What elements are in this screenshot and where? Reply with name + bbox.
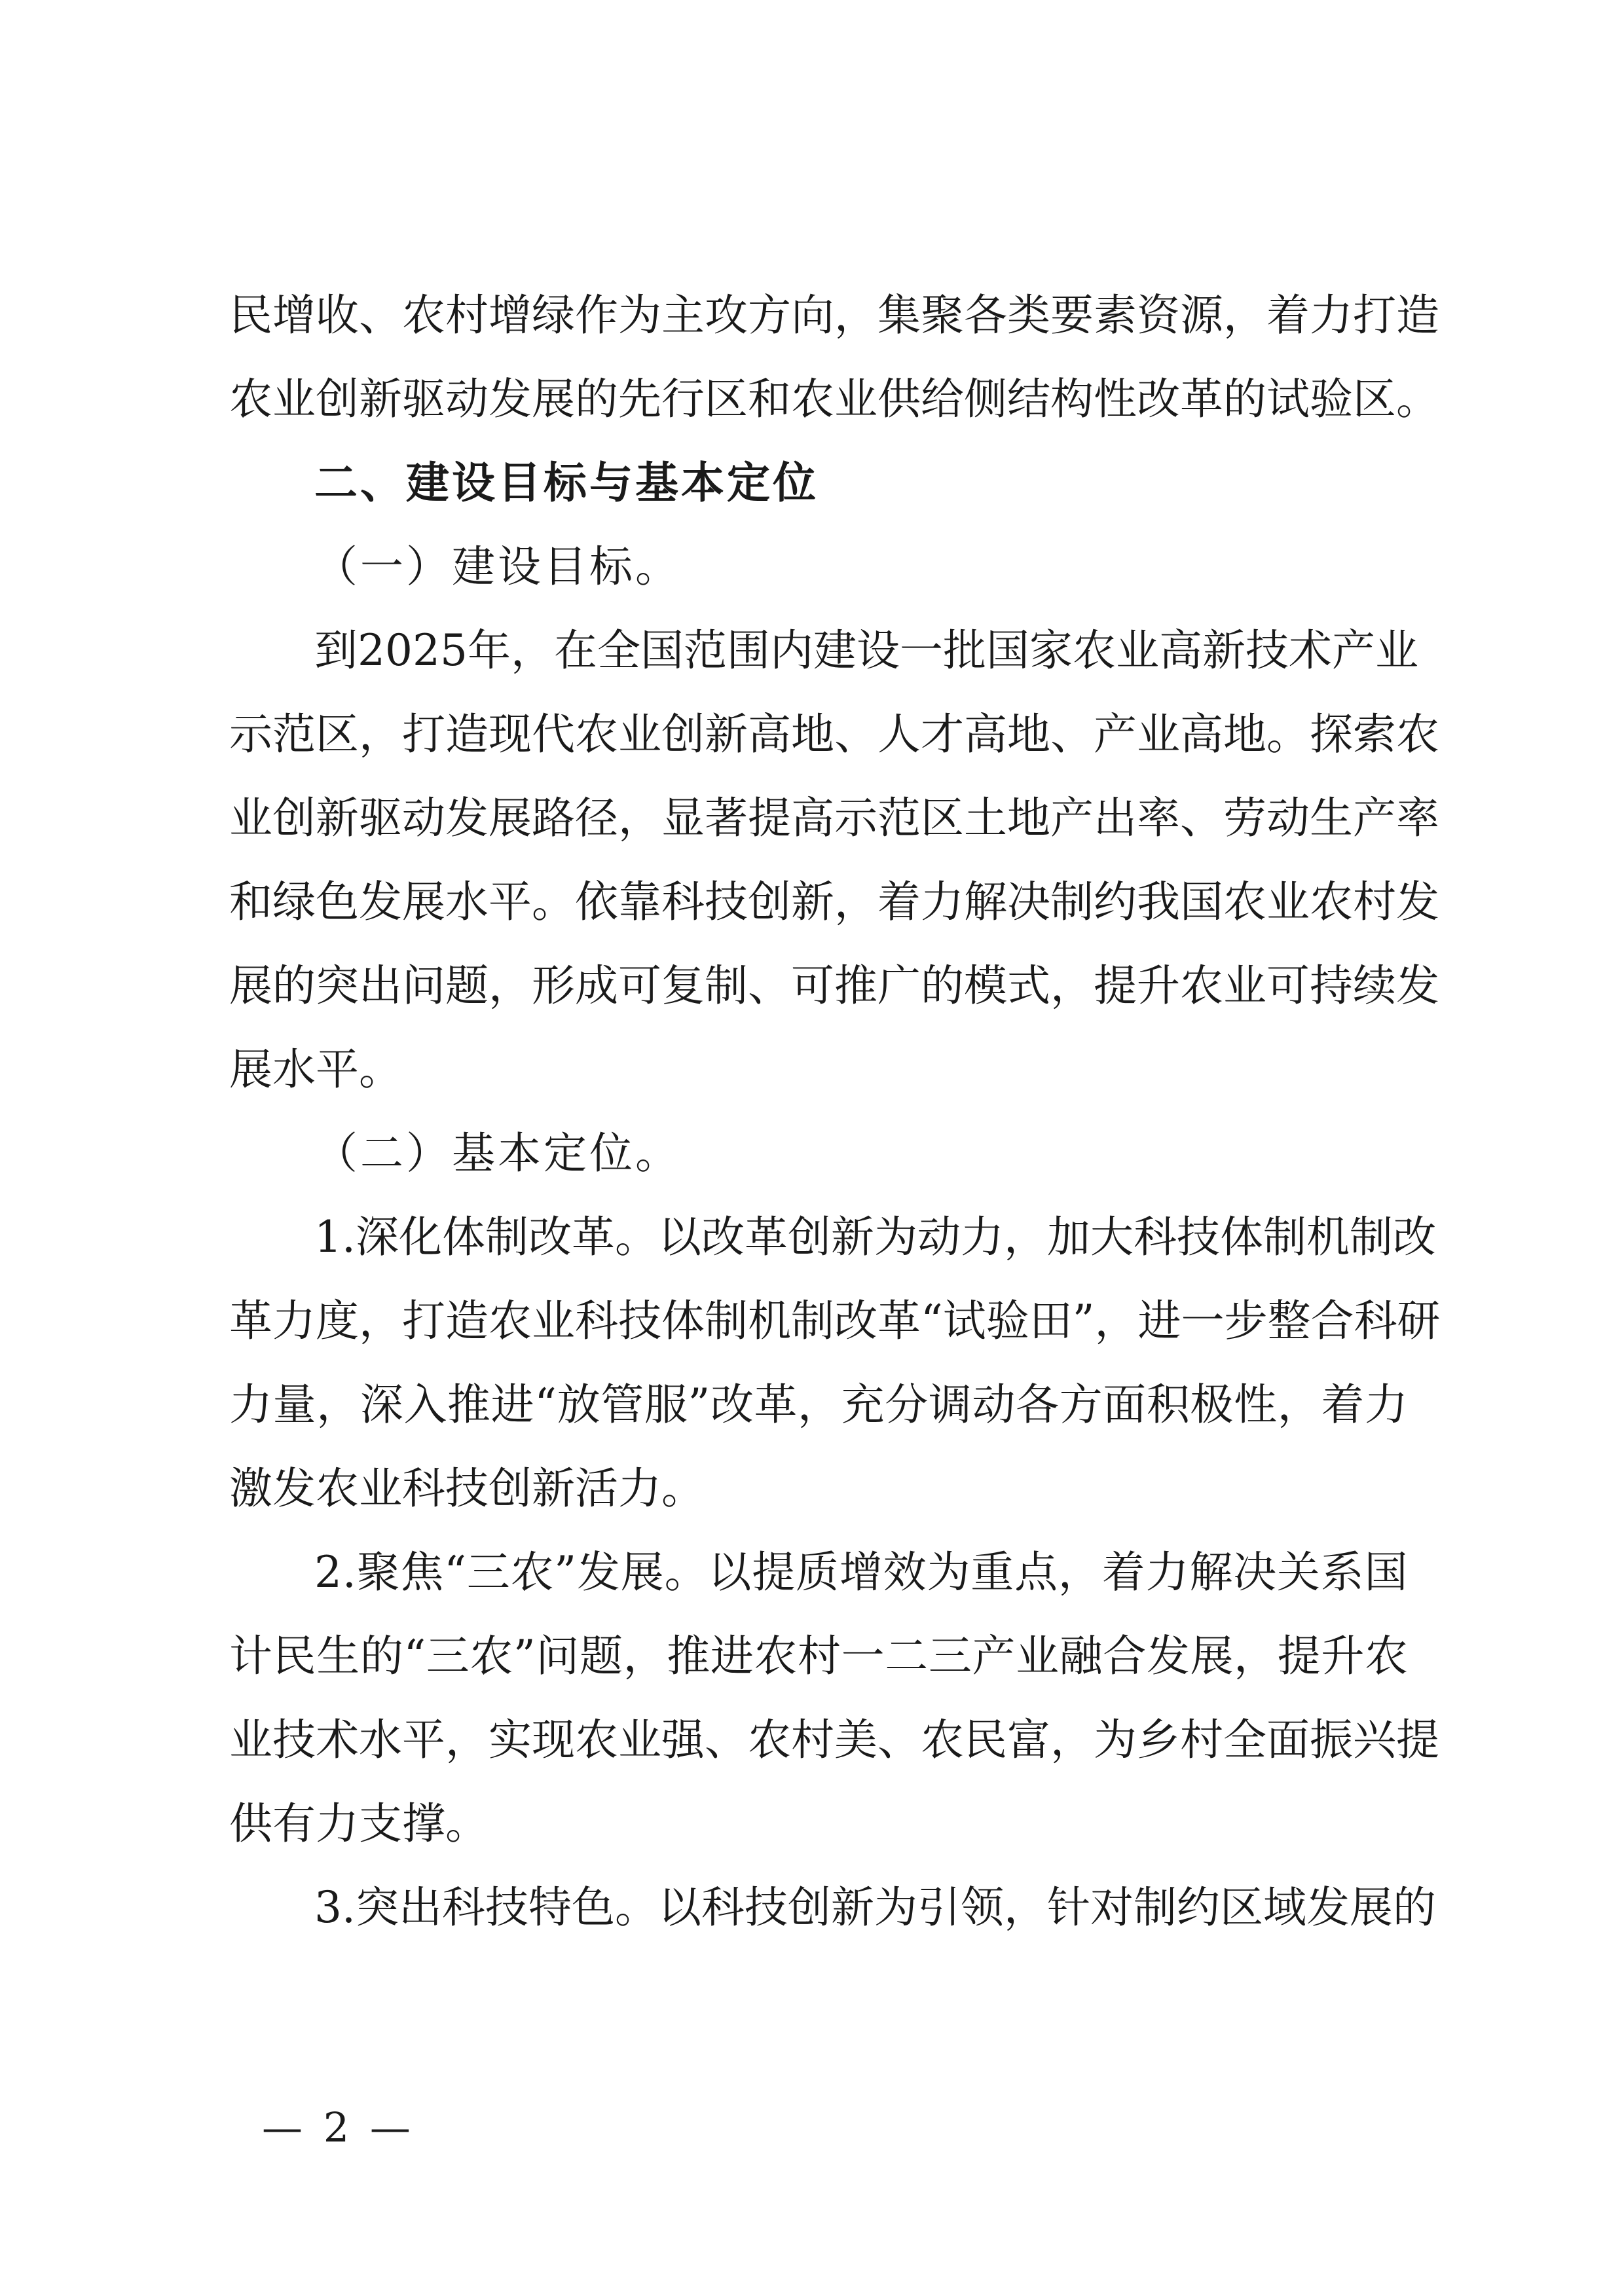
text-line: 展 的 突 出 问 题 ， 形 成 可 复 制 、 可 推 广 的 模 式 ， 提 升 农 业 可 持 续 发 bbox=[229, 960, 1439, 1011]
text-line: 农 业 创 新 驱 动 发 展 的 先 行 区 和 农 业 供 给 侧 结 构 性 改 革 的 试 验 区 。 bbox=[229, 374, 1439, 424]
text-line: 激发农业科技创新活力。 bbox=[229, 1463, 705, 1514]
text-line: 革 力 度 ， 打 造 农 业 科 技 体 制 机 制 改 革 “ 试 验 田 ” ， 进 一 步 整 合 科 研 bbox=[229, 1296, 1441, 1346]
text-line: 业 创 新 驱 动 发 展 路 径 ， 显 著 提 高 示 范 区 土 地 产 出 率 、 劳 动 生 产 率 bbox=[229, 793, 1439, 843]
text-line: 到 2 0 2 5 年 ， 在 全 国 范 围 内 建 设 一 批 国 家 农 业 高 新 技 术 产 业 bbox=[314, 625, 1418, 676]
text-line: 1 . 深 化 体 制 改 革 。 以 改 革 创 新 为 动 力 ， 加 大 科 技 体 制 机 制 改 bbox=[314, 1212, 1436, 1262]
text-line: 示 范 区 ， 打 造 现 代 农 业 创 新 高 地 、 人 才 高 地 、 产 业 高 地 。 探 索 农 bbox=[229, 709, 1439, 759]
text-line: 展水平。 bbox=[229, 1044, 402, 1095]
text-line: 供有力支撑。 bbox=[229, 1798, 489, 1849]
text-line: 2 . 聚 焦 “ 三 农 ” 发 展 。 以 提 质 增 效 为 重 点 ， 着 力 解 决 关 系 国 bbox=[314, 1547, 1408, 1597]
text-line: 3 . 突 出 科 技 特 色 。 以 科 技 创 新 为 引 领 ， 针 对 制 约 区 域 发 展 的 bbox=[314, 1882, 1436, 1933]
text-line: 业 技 术 水 平 ， 实 现 农 业 强 、 农 村 美 、 农 民 富 ， 为 乡 村 全 面 振 兴 提 bbox=[229, 1715, 1439, 1765]
page-number: — 2 — bbox=[262, 2104, 415, 2151]
subsection-heading: （一）建设目标。 bbox=[314, 541, 681, 592]
text-line: 计 民 生 的 “ 三 农 ” 问 题 ， 推 进 农 村 一 二 三 产 业 融 合 发 展 ， 提 升 农 bbox=[229, 1631, 1408, 1681]
text-line: 力 量 ， 深 入 推 进 “ 放 管 服 ” 改 革 ， 充 分 调 动 各 方 面 积 极 性 ， 着 力 bbox=[229, 1379, 1408, 1430]
text-line: 民 增 收 、 农 村 增 绿 作 为 主 攻 方 向 ， 集 聚 各 类 要 素 资 源 ， 着 力 打 造 bbox=[229, 290, 1439, 340]
subsection-heading: （二）基本定位。 bbox=[314, 1128, 681, 1178]
text-line: 和 绿 色 发 展 水 平 。 依 靠 科 技 创 新 ， 着 力 解 决 制 约 我 国 农 业 农 村 发 bbox=[229, 877, 1439, 927]
section-heading: 二、建设目标与基本定位 bbox=[314, 458, 819, 508]
